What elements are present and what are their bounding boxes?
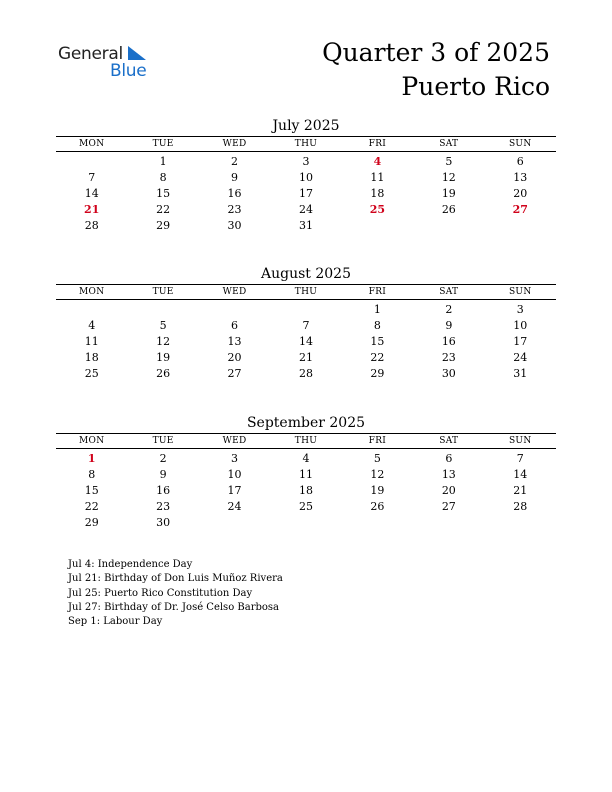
- day-cell: 31: [513, 366, 528, 380]
- logo-flag-icon: [126, 46, 148, 62]
- holiday-note: Jul 25: Puerto Rico Constitution Day: [68, 587, 253, 599]
- week-row: [56, 201, 556, 217]
- quarter-title: Quarter 3 of 2025: [322, 38, 550, 67]
- weekday-label: SAT: [439, 436, 459, 446]
- weekday-label: WED: [222, 436, 247, 446]
- week-row: [56, 514, 556, 530]
- week-row: [56, 301, 556, 317]
- day-cell: 28: [84, 218, 99, 232]
- week-row: [56, 498, 556, 514]
- day-cell: 24: [298, 202, 313, 216]
- day-cell: 6: [516, 154, 524, 168]
- month-september: [56, 413, 556, 530]
- day-cell: 3: [516, 302, 524, 316]
- day-cell: 12: [156, 334, 171, 348]
- day-cell: 25: [84, 366, 99, 380]
- weekday-header: [56, 136, 556, 152]
- weekday-label: WED: [222, 287, 247, 297]
- week-row: [56, 333, 556, 349]
- day-cell: 2: [159, 451, 167, 465]
- day-cell: 11: [370, 170, 385, 184]
- day-cell: 26: [441, 202, 456, 216]
- weekday-label: THU: [294, 436, 318, 446]
- weekday-label: SUN: [508, 139, 532, 149]
- holiday-day-cell: 1: [87, 451, 96, 465]
- day-cell: 3: [302, 154, 310, 168]
- day-cell: 29: [84, 515, 99, 529]
- day-cell: 7: [88, 170, 96, 184]
- holiday-notes: [68, 558, 283, 629]
- weekday-label: SUN: [508, 287, 532, 297]
- day-cell: 18: [298, 483, 313, 497]
- day-cell: 13: [513, 170, 528, 184]
- day-cell: 12: [370, 467, 385, 481]
- day-cell: 9: [231, 170, 239, 184]
- day-cell: 21: [298, 350, 313, 364]
- day-cell: 17: [513, 334, 528, 348]
- day-cell: 28: [513, 499, 528, 513]
- weekday-label: TUE: [152, 436, 174, 446]
- day-cell: 1: [373, 302, 381, 316]
- weekday-label: MON: [79, 287, 105, 297]
- day-cell: 1: [159, 154, 167, 168]
- day-cell: 20: [513, 186, 528, 200]
- day-cell: 3: [231, 451, 239, 465]
- day-cell: 24: [227, 499, 242, 513]
- week-row: [56, 349, 556, 365]
- day-cell: 29: [370, 366, 385, 380]
- week-row: [56, 185, 556, 201]
- weeks: [56, 152, 556, 233]
- day-cell: 10: [298, 170, 313, 184]
- day-cell: 2: [231, 154, 239, 168]
- day-cell: 16: [441, 334, 456, 348]
- day-cell: 16: [156, 483, 171, 497]
- weekday-label: TUE: [152, 139, 174, 149]
- day-cell: 8: [88, 467, 96, 481]
- week-row: [56, 317, 556, 333]
- holiday-day-cell: 4: [373, 154, 382, 168]
- weekday-label: MON: [79, 436, 105, 446]
- holiday-day-cell: 27: [512, 202, 528, 216]
- day-cell: 20: [441, 483, 456, 497]
- day-cell: 31: [298, 218, 313, 232]
- month-july: [56, 116, 556, 233]
- day-cell: 15: [84, 483, 99, 497]
- day-cell: 14: [84, 186, 99, 200]
- logo-blue-text: Blue: [110, 61, 147, 81]
- week-row: [56, 466, 556, 482]
- day-cell: 27: [227, 366, 242, 380]
- day-cell: 23: [227, 202, 242, 216]
- holiday-day-cell: 25: [369, 202, 386, 216]
- holiday-note: Jul 4: Independence Day: [68, 559, 193, 570]
- day-cell: 6: [231, 318, 239, 332]
- day-cell: 8: [159, 170, 167, 184]
- holiday-day-cell: 21: [84, 202, 100, 216]
- day-cell: 5: [159, 318, 167, 332]
- day-cell: 30: [227, 218, 242, 232]
- weekday-label: TUE: [152, 287, 174, 297]
- week-row: [56, 217, 556, 233]
- day-cell: 22: [156, 202, 171, 216]
- day-cell: 14: [513, 467, 528, 481]
- holiday-note: Sep 1: Labour Day: [68, 616, 163, 628]
- weekday-label: WED: [222, 139, 247, 149]
- day-cell: 28: [298, 366, 313, 380]
- day-cell: 18: [370, 186, 385, 200]
- day-cell: 13: [441, 467, 456, 481]
- day-cell: 11: [298, 467, 313, 481]
- week-row: [56, 153, 556, 169]
- day-cell: 22: [370, 350, 385, 364]
- day-cell: 24: [513, 350, 528, 364]
- weekday-label: SUN: [508, 436, 532, 446]
- day-cell: 19: [441, 186, 456, 200]
- weekday-label: FRI: [368, 287, 387, 297]
- weekday-header: [56, 284, 556, 300]
- day-cell: 7: [302, 318, 310, 332]
- day-cell: 13: [227, 334, 242, 348]
- day-cell: 14: [298, 334, 313, 348]
- logo: [58, 44, 158, 82]
- day-cell: 5: [373, 451, 381, 465]
- month-title: August 2025: [261, 266, 351, 282]
- holiday-note: Jul 27: Birthday of Dr. José Celso Barbosa: [68, 601, 279, 613]
- weekday-label: SAT: [439, 139, 459, 149]
- day-cell: 9: [445, 318, 453, 332]
- day-cell: 30: [441, 366, 456, 380]
- day-cell: 19: [370, 483, 385, 497]
- day-cell: 7: [516, 451, 524, 465]
- day-cell: 20: [227, 350, 242, 364]
- week-row: [56, 365, 556, 381]
- day-cell: 6: [445, 451, 453, 465]
- weekday-header: [56, 433, 556, 449]
- day-cell: 2: [445, 302, 453, 316]
- day-cell: 8: [373, 318, 381, 332]
- day-cell: 10: [227, 467, 242, 481]
- logo-general-text: General: [58, 44, 123, 64]
- day-cell: 21: [513, 483, 528, 497]
- weekday-label: FRI: [368, 139, 387, 149]
- day-cell: 15: [156, 186, 171, 200]
- weekday-label: FRI: [368, 436, 387, 446]
- holiday-note: Jul 21: Birthday of Don Luis Muñoz Rivera: [68, 573, 283, 585]
- title-block: [322, 36, 550, 104]
- weekday-label: THU: [294, 287, 318, 297]
- day-cell: 26: [156, 366, 171, 380]
- week-row: [56, 450, 556, 466]
- week-row: [56, 169, 556, 185]
- day-cell: 26: [370, 499, 385, 513]
- day-cell: 17: [298, 186, 313, 200]
- day-cell: 17: [227, 483, 242, 497]
- weekday-label: SAT: [439, 287, 459, 297]
- day-cell: 23: [156, 499, 171, 513]
- weeks: [56, 449, 556, 530]
- country-title: Puerto Rico: [401, 72, 550, 101]
- day-cell: 9: [159, 467, 167, 481]
- day-cell: 5: [445, 154, 453, 168]
- day-cell: 4: [302, 451, 310, 465]
- day-cell: 11: [84, 334, 99, 348]
- day-cell: 22: [84, 499, 99, 513]
- month-august: [56, 264, 556, 381]
- day-cell: 4: [88, 318, 96, 332]
- week-row: [56, 482, 556, 498]
- weekday-label: THU: [294, 139, 318, 149]
- month-title: September 2025: [246, 415, 366, 431]
- day-cell: 18: [84, 350, 99, 364]
- month-title: July 2025: [272, 118, 340, 134]
- day-cell: 19: [156, 350, 171, 364]
- day-cell: 29: [156, 218, 171, 232]
- day-cell: 30: [156, 515, 171, 529]
- day-cell: 10: [513, 318, 528, 332]
- day-cell: 27: [441, 499, 456, 513]
- day-cell: 12: [441, 170, 456, 184]
- day-cell: 23: [441, 350, 456, 364]
- day-cell: 16: [227, 186, 242, 200]
- weekday-label: MON: [79, 139, 105, 149]
- day-cell: 25: [298, 499, 313, 513]
- weeks: [56, 300, 556, 381]
- day-cell: 15: [370, 334, 385, 348]
